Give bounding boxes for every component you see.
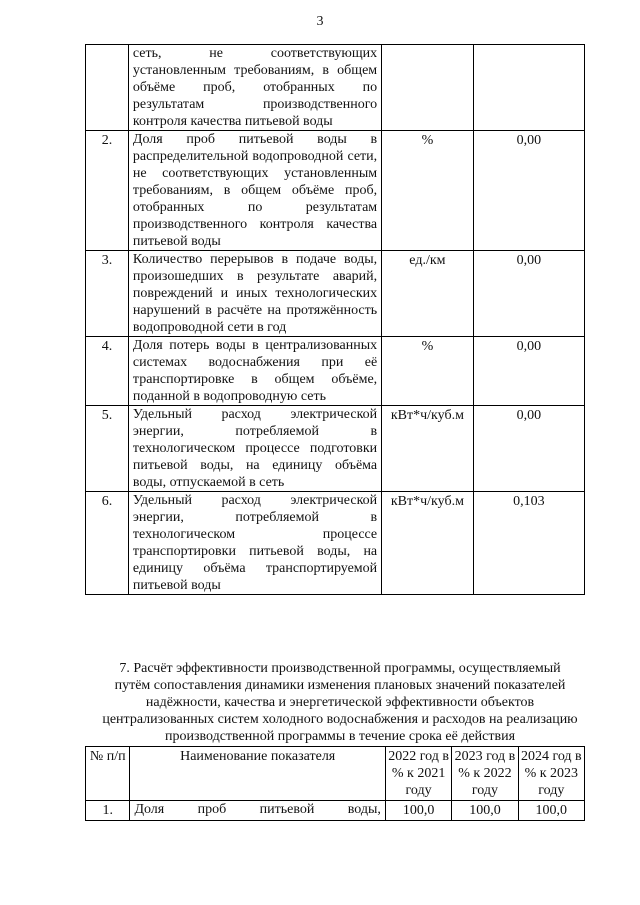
cell-name: Доля потерь воды в централизованных системах водоснабжения при её транспортировке в общем объёме, поданной в водопроводную сеть bbox=[128, 337, 381, 406]
cell-num: 3. bbox=[86, 251, 129, 337]
table-row bbox=[86, 801, 585, 821]
table-header-row bbox=[86, 747, 585, 801]
header-2023: 2023 год в % к 2022 году bbox=[452, 747, 518, 801]
cell-unit: кВт*ч/куб.м bbox=[382, 492, 473, 595]
cell-unit: % bbox=[382, 131, 473, 251]
cell-num: 2. bbox=[86, 131, 129, 251]
cell-name: Удельный расход электрической энергии, потребляемой в технологическом процессе транспортировки питьевой воды, на единицу объёма транспортируемой питьевой воды bbox=[128, 492, 381, 595]
table-row bbox=[86, 406, 585, 492]
cell-num: 5. bbox=[86, 406, 129, 492]
header-2024: 2024 год в % к 2023 году bbox=[518, 747, 584, 801]
table-row bbox=[86, 131, 585, 251]
cell-unit: % bbox=[382, 337, 473, 406]
header-num: № п/п bbox=[86, 747, 130, 801]
row-2023: 100,0 bbox=[452, 801, 518, 821]
cell-name: сеть, не соответствующих установленным требованиям, в общем объёме проб, отобранных по результатам производственного контроля качества питьевой воды bbox=[128, 45, 381, 131]
cell-name: Количество перерывов в подаче воды, произошедших в результате аварий, повреждений и иных технологических нарушений в расчёте на протяжённость водопроводной сети в год bbox=[128, 251, 381, 337]
table-row bbox=[86, 45, 585, 131]
cell-name: Доля проб питьевой воды в распределительной водопроводной сети, не соответствующих установленным требованиям, в общем объёме проб, отобранных по результатам производственного контроля качества питьевой воды bbox=[128, 131, 381, 251]
cell-unit: ед./км bbox=[382, 251, 473, 337]
table-row bbox=[86, 492, 585, 595]
page-number: 3 bbox=[316, 14, 324, 29]
efficiency-table bbox=[85, 746, 585, 821]
cell-num bbox=[86, 45, 129, 131]
cell-name: Удельный расход электрической энергии, потребляемой в технологическом процессе подготовки питьевой воды, на единицу объёма воды, отпускаемой в сеть bbox=[128, 406, 381, 492]
cell-value bbox=[473, 45, 584, 131]
header-name: Наименование показателя bbox=[130, 747, 385, 801]
cell-value: 0,00 bbox=[473, 406, 584, 492]
cell-num: 6. bbox=[86, 492, 129, 595]
cell-value: 0,103 bbox=[473, 492, 584, 595]
cell-value: 0,00 bbox=[473, 131, 584, 251]
table-row bbox=[86, 251, 585, 337]
row-2024: 100,0 bbox=[518, 801, 584, 821]
row-2022: 100,0 bbox=[385, 801, 451, 821]
row-num: 1. bbox=[86, 801, 130, 821]
row-name: Доля проб питьевой воды, bbox=[130, 801, 385, 821]
header-2022: 2022 год в % к 2021 году bbox=[385, 747, 451, 801]
cell-unit: кВт*ч/куб.м bbox=[382, 406, 473, 492]
section-7-heading: 7. Расчёт эффективности производственной программы, осуществляемый путём сопоставления динамики изменения плановых значений показателей надёжности, качества и энергетической эффективности объектов централизованных систем холодного водоснабжения и расходов на реализацию производственной программы в течение срока её действия bbox=[102, 661, 578, 744]
table-row bbox=[86, 337, 585, 406]
indicators-table bbox=[85, 44, 585, 595]
cell-unit bbox=[382, 45, 473, 131]
cell-value: 0,00 bbox=[473, 251, 584, 337]
cell-value: 0,00 bbox=[473, 337, 584, 406]
cell-num: 4. bbox=[86, 337, 129, 406]
